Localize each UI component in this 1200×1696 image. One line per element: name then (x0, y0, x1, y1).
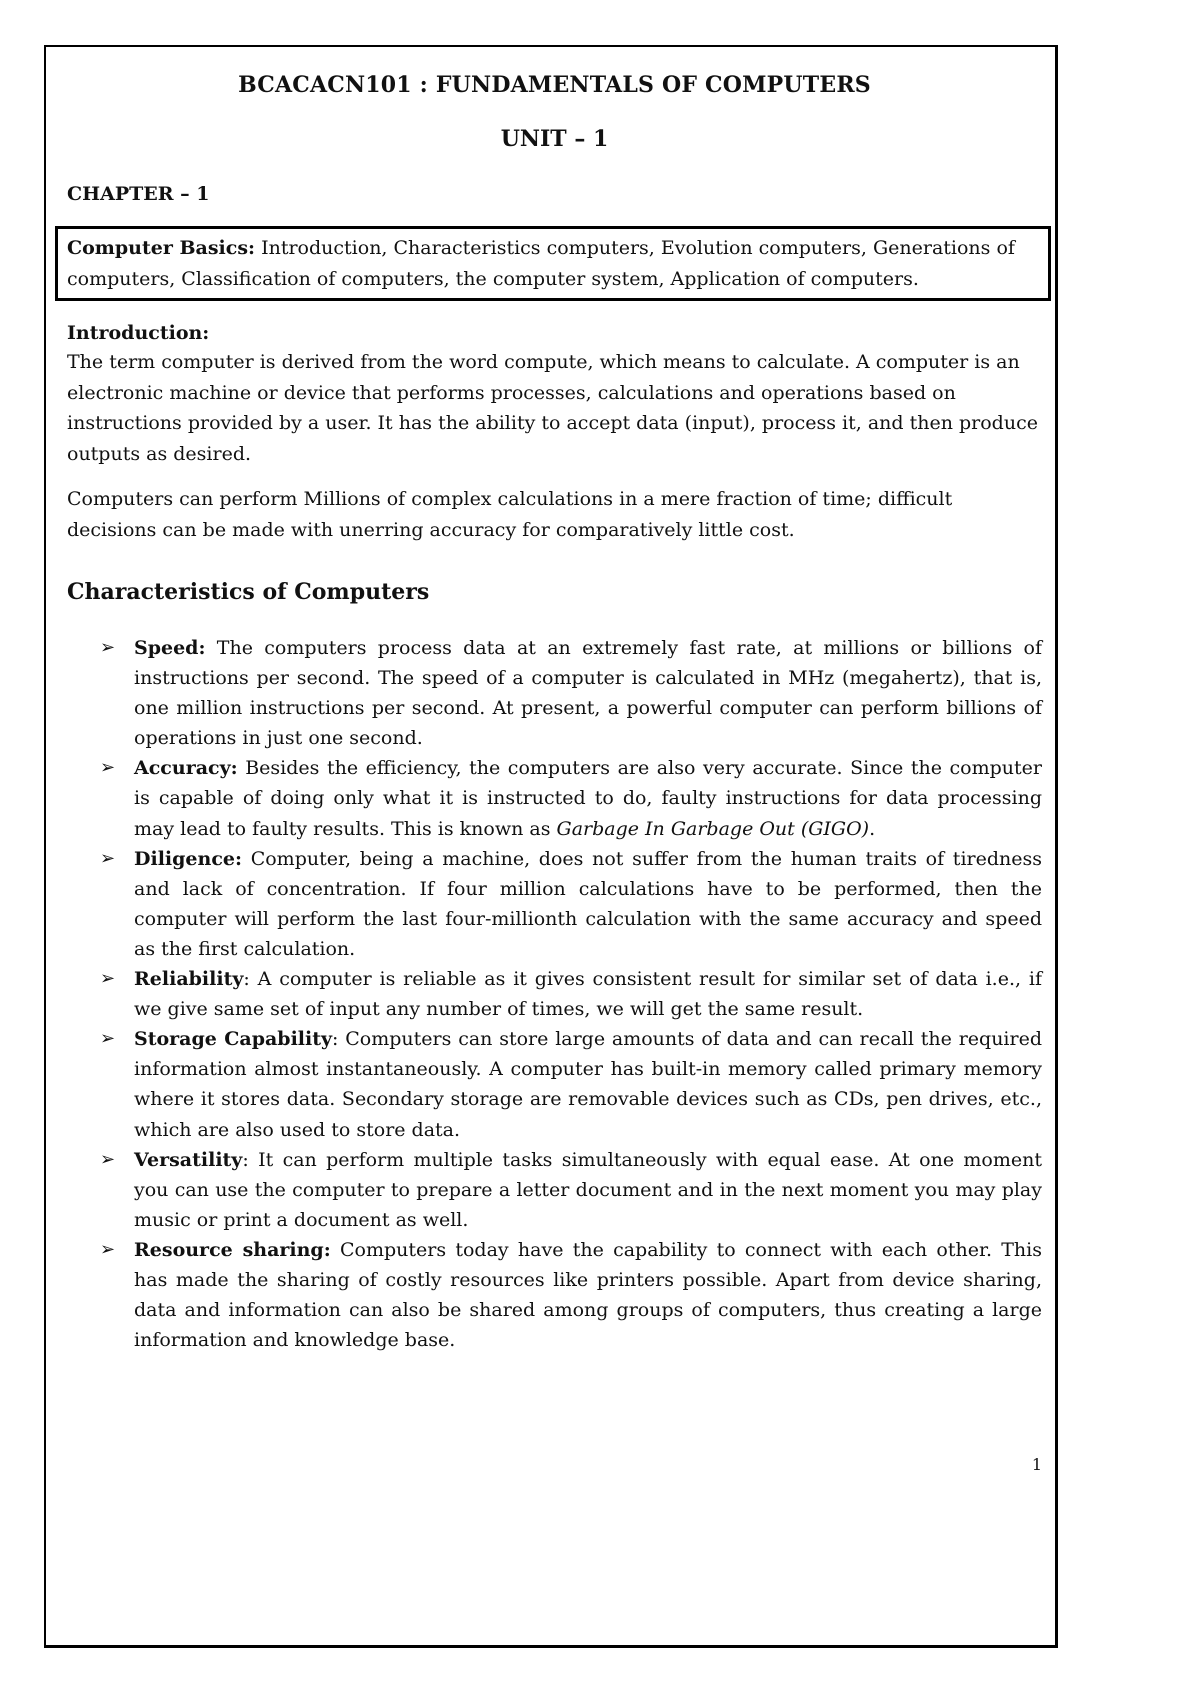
topics-text: Introduction, Characteristics computers, Evolution computers, Generations of computers, Classification of computers, the computer system, Application of computers. (67, 237, 1015, 290)
introduction-paragraph-2: Computers can perform Millions of complex calculations in a mere fraction of time; difficult decisions can be made with unerring accuracy for comparatively little cost. (67, 488, 953, 541)
introduction-heading: Introduction: (67, 322, 210, 344)
introduction-paragraph: The term computer is derived from the word compute, which means to calculate. A computer is an electronic machine or device that performs processes, calculations and operations based on instructions provided by a user. It has the ability to accept data (input), process it, and then produce outputs as desired. (67, 351, 1038, 465)
characteristics-list (67, 633, 1042, 1355)
arrow-bullet-icon: ➢ (100, 637, 116, 658)
item-term: Speed: (134, 637, 206, 659)
item-term: Versatility (134, 1148, 243, 1171)
arrow-bullet-icon: ➢ (100, 1238, 116, 1260)
list-item-speed (100, 633, 1042, 753)
item-text: Computer, being a machine, does not suffer from the human traits of tiredness and lack of concentration. If four million calculations have to be performed, then the computer will perform the last four-millionth calculation with the same accuracy and speed as the first calculation. (134, 847, 1042, 960)
item-text: : Computers can store large amounts of data and can recall the required information almost instantaneously. A computer has built-in memory called primary memory where it stores data. Secondary storage are removable devices such as CDs, pen drives, etc., which are also used to store data. (134, 1028, 1042, 1141)
item-term: Reliability (134, 968, 244, 991)
characteristics-heading: Characteristics of Computers (67, 579, 430, 605)
topics-box (55, 226, 1051, 301)
item-text: : It can perform multiple tasks simultaneously with equal ease. At one moment you can use the computer to prepare a letter document and in the next moment you may play music or print a document as well. (134, 1148, 1042, 1231)
topics-label: Computer Basics: (67, 237, 256, 259)
item-text: Computers today have the capability to connect with each other. This has made the sharing of costly resources like printers possible. Apart from device sharing, data and information can also be shared among groups of computers, thus creating a large information and knowledge base. (134, 1238, 1042, 1352)
list-item-versatility (100, 1145, 1042, 1235)
item-term: Storage Capability (134, 1028, 333, 1051)
item-italic-term: Garbage In Garbage Out (GIGO) (556, 817, 870, 840)
list-item-storage-capability (100, 1024, 1042, 1144)
list-item-resource-sharing (100, 1235, 1042, 1355)
arrow-bullet-icon: ➢ (100, 1148, 116, 1170)
chapter-heading: CHAPTER – 1 (67, 183, 210, 205)
arrow-bullet-icon: ➢ (100, 757, 116, 779)
arrow-bullet-icon: ➢ (100, 1028, 116, 1050)
list-item-reliability (100, 964, 1042, 1024)
item-text: The computers process data at an extremely fast rate, at millions or billions of instructions per second. The speed of a computer is calculated in MHz (megahertz), that is, one million instructions per second. At present, a powerful computer can perform billions of operations in just one second. (134, 637, 1042, 750)
item-term: Diligence: (134, 847, 242, 870)
page-number: 1 (1031, 1455, 1042, 1474)
item-text: : A computer is reliable as it gives consistent result for similar set of data i.e., if we give same set of input any number of times, we will get the same result. (134, 968, 1042, 1021)
arrow-bullet-icon: ➢ (100, 968, 116, 990)
unit-heading: UNIT – 1 (500, 126, 609, 152)
item-text-after: . (869, 817, 876, 840)
list-item-accuracy (100, 753, 1042, 843)
document-page (67, 60, 1042, 1355)
list-item-diligence (100, 844, 1042, 964)
item-term: Accuracy: (134, 757, 238, 780)
item-text: Besides the efficiency, the computers are also very accurate. Since the computer is capable of doing only what it is instructed to do, faulty instructions for data processing may lead to faulty results. This is known as (134, 757, 1042, 840)
document-title: BCACACN101 : FUNDAMENTALS OF COMPUTERS (238, 72, 871, 98)
arrow-bullet-icon: ➢ (100, 847, 116, 869)
item-term: Resource sharing: (134, 1238, 331, 1261)
